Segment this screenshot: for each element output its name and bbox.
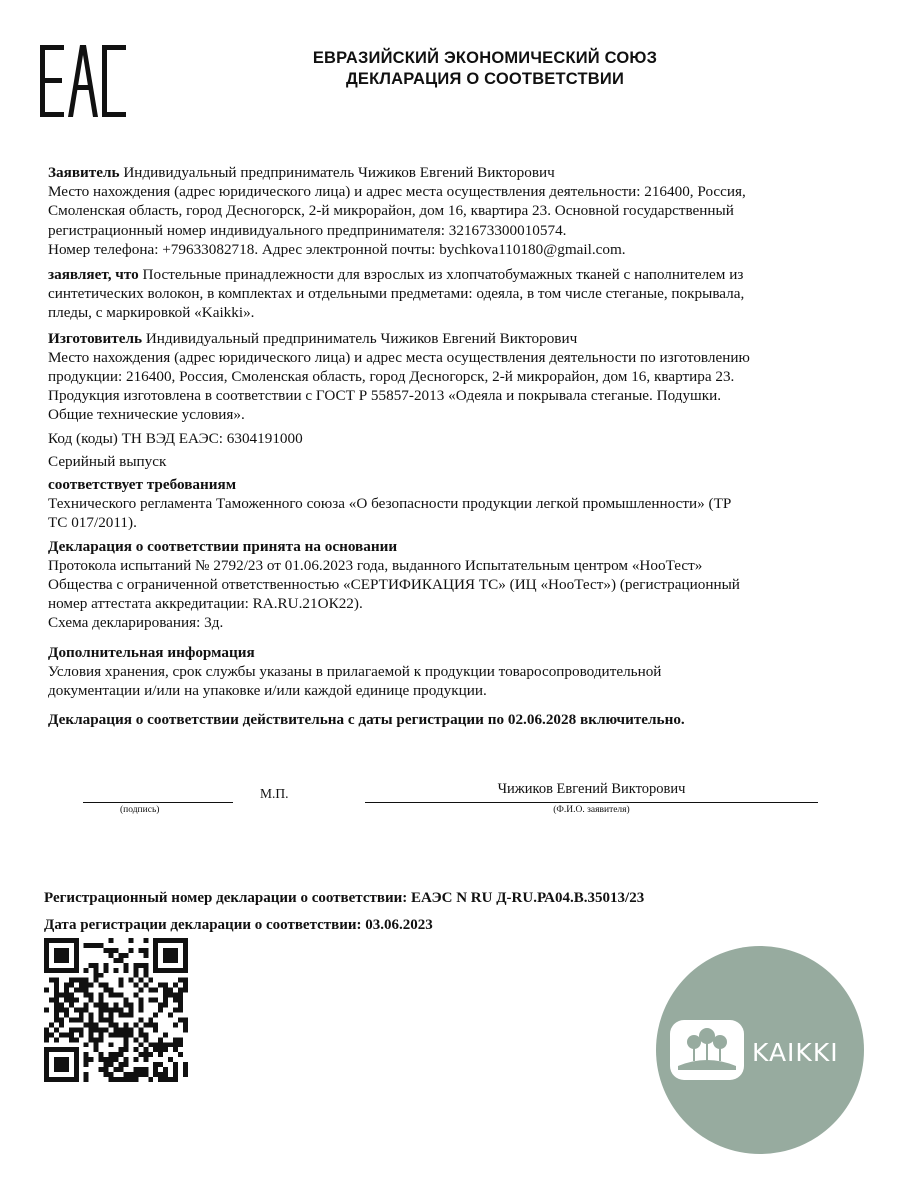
declares-label: заявляет, что — [48, 266, 139, 284]
manufacturer-line: Общие технические условия». — [48, 406, 245, 424]
applicant-line: регистрационный номер индивидуального предпринимателя: 321673300010574. — [48, 221, 567, 239]
union-title: ЕВРАЗИЙСКИЙ ЭКОНОМИЧЕСКИЙ СОЮЗ — [312, 49, 658, 67]
codes-section — [48, 429, 823, 471]
manufacturer-label: Изготовитель — [48, 329, 143, 347]
basis-line: Схема декларирования: 3д. — [48, 614, 224, 632]
document-title: ДЕКЛАРАЦИЯ О СООТВЕТСТВИИ — [345, 70, 625, 88]
additional-label: Дополнительная информация — [48, 643, 255, 661]
applicant-line: Смоленская область, город Десногорск, 2-й микрорайон, дом 16, квартира 23. Основной государственный — [48, 202, 734, 220]
declares-line: синтетических волокон, в комплектах и отдельными предметами: одеяла, в том числе стеганые, покрывала, — [48, 285, 745, 303]
applicant-line: Место нахождения (адрес юридического лица) и адрес места осуществления деятельности: 216400, Россия, — [48, 183, 746, 201]
signature-line — [83, 802, 233, 803]
applicant-line: Номер телефона: +79633082718. Адрес электронной почты: bychkova110180@gmail.com. — [48, 240, 626, 258]
complies-section — [48, 475, 823, 533]
basis-line: Протокола испытаний № 2792/23 от 01.06.2023 года, выданного Испытательным центром «НооТест» — [48, 556, 703, 574]
declares-text: Постельные принадлежности для взрослых из хлопчатобумажных тканей с наполнителем из — [142, 266, 744, 284]
manufacturer-section — [48, 329, 823, 425]
basis-section — [48, 537, 823, 633]
kaikki-brand-text: KAIKKI — [752, 1038, 839, 1067]
manufacturer-line: Продукция изготовлена в соответствии с ГОСТ Р 55857-2013 «Одеяла и покрывала стеганые. Подушки. — [48, 387, 722, 405]
declares-line: пледы, с маркировкой «Kaikki». — [48, 304, 255, 322]
validity-statement: Декларация о соответствии действительна с даты регистрации по 02.06.2028 включительно. — [48, 711, 685, 729]
additional-section — [48, 643, 823, 701]
tn-ved-code: Код (коды) ТН ВЭД ЕАЭС: 6304191000 — [48, 429, 303, 447]
applicant-label: Заявитель — [48, 164, 120, 181]
manufacturer-line: продукции: 216400, Россия, Смоленская область, город Десногорск, 2-й микрорайон, дом 16, квартира 23. — [48, 368, 735, 386]
signature-block — [0, 780, 900, 830]
signature-caption: (подпись) — [120, 805, 160, 815]
manufacturer-line: Место нахождения (адрес юридического лица) и адрес места осуществления деятельности по изготовлению — [48, 348, 750, 366]
additional-line: документации и/или на упаковке и/или каждой единице продукции. — [48, 682, 487, 700]
basis-label: Декларация о соответствии принята на основании — [48, 537, 398, 555]
basis-line: Общества с ограниченной ответственностью «СЕРТИФИКАЦИЯ ТС» (ИЦ «НооТест») (регистрационный — [48, 576, 740, 594]
document-header — [250, 48, 720, 90]
document-body — [48, 163, 823, 733]
eac-logo — [40, 45, 126, 117]
applicant-name: Индивидуальный предприниматель Чижиков Евгений Викторович — [123, 164, 555, 181]
complies-label: соответствует требованиям — [48, 476, 237, 494]
registration-number: Регистрационный номер декларации о соответствии: ЕАЭС N RU Д-RU.РА04.В.35013/23 — [44, 890, 645, 906]
complies-line: Технического регламента Таможенного союза «О безопасности продукции легкой промышленности» (ТР — [48, 495, 732, 513]
basis-line: номер аттестата аккредитации: RA.RU.21ОК22). — [48, 595, 363, 613]
name-caption: (Ф.И.О. заявителя) — [553, 805, 630, 815]
manufacturer-name: Индивидуальный предприниматель Чижиков Евгений Викторович — [145, 329, 578, 347]
trees-icon — [670, 1020, 744, 1080]
complies-line: ТС 017/2011). — [48, 514, 137, 532]
registration-block — [44, 885, 644, 939]
serial-production: Серийный выпуск — [48, 452, 167, 470]
signer-name: Чижиков Евгений Викторович — [497, 781, 686, 797]
additional-line: Условия хранения, срок службы указаны в прилагаемой к продукции товаросопроводительной — [48, 662, 662, 680]
registration-date: Дата регистрации декларации о соответствии: 03.06.2023 — [44, 917, 433, 933]
qr-code-icon — [44, 938, 188, 1082]
applicant-section — [48, 163, 823, 259]
stamp-place: М.П. — [260, 786, 289, 801]
name-line — [365, 802, 818, 803]
declares-section — [48, 265, 823, 323]
